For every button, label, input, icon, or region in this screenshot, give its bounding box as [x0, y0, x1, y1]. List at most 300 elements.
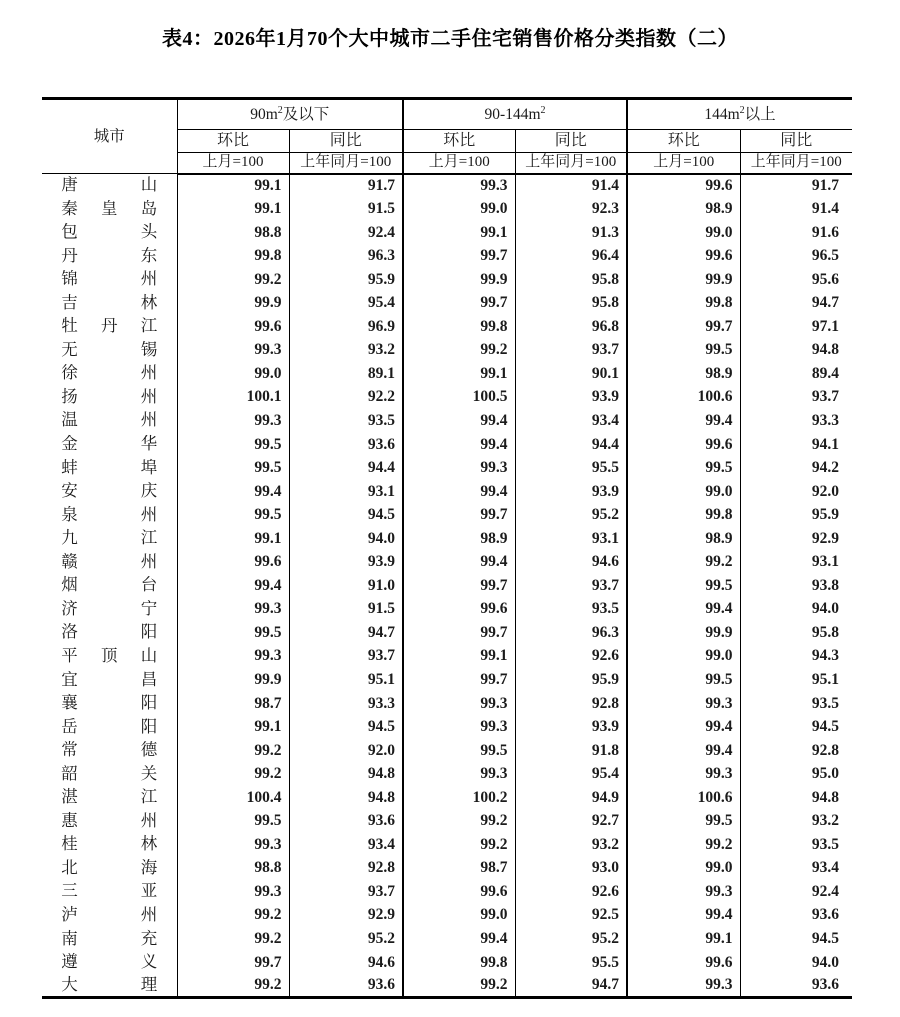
value-cell: 95.0 — [811, 765, 840, 783]
value-cell: 99.2 — [403, 974, 515, 998]
value-cell: 99.6 — [177, 550, 289, 574]
value-cell: 99.5 — [177, 809, 289, 833]
table-row — [42, 621, 852, 645]
value-cell: 94.1 — [811, 435, 840, 453]
city-name: 惠州 — [61, 810, 158, 830]
value-cell: 99.2 — [177, 927, 289, 951]
value-cell: 99.5 — [627, 574, 740, 598]
city-cell — [42, 880, 177, 904]
value-cell: 98.7 — [177, 692, 289, 716]
value-cell: 93.2 — [289, 338, 403, 362]
value-cell: 99.7 — [403, 621, 515, 645]
value-cell: 93.8 — [811, 576, 840, 594]
value-cell: 95.1 — [811, 671, 840, 688]
table-row — [42, 644, 852, 668]
value-cell: 93.3 — [289, 692, 403, 716]
city-name: 襄阳 — [61, 693, 158, 713]
value-cell: 94.4 — [289, 456, 403, 480]
value-cell: 99.4 — [627, 715, 740, 739]
table-title: 表4：2026年1月70个大中城市二手住宅销售价格分类指数（二） — [162, 28, 738, 50]
value-cell: 95.2 — [289, 927, 403, 951]
value-cell: 94.5 — [289, 715, 403, 739]
value-cell: 99.8 — [403, 315, 515, 339]
value-cell: 98.9 — [627, 197, 740, 221]
value-cell: 95.9 — [811, 506, 840, 524]
value-cell: 99.3 — [177, 644, 289, 668]
value-cell: 93.5 — [811, 694, 840, 712]
group-label-part: 以上 — [744, 105, 776, 123]
value-cell: 99.5 — [627, 338, 740, 362]
header-yoy-3: 同比 — [740, 130, 852, 153]
table-row — [42, 291, 852, 315]
value-cell: 95.2 — [515, 503, 627, 527]
value-cell: 100.6 — [627, 385, 740, 409]
group-label-part: 及以下 — [282, 105, 330, 123]
value-cell: 93.3 — [811, 411, 840, 429]
value-cell: 91.5 — [289, 597, 403, 621]
city-name: 宜昌 — [61, 669, 158, 689]
value-cell: 96.9 — [289, 315, 403, 339]
value-cell: 98.7 — [403, 856, 515, 880]
value-cell: 99.5 — [177, 433, 289, 457]
value-cell: 99.1 — [627, 927, 740, 951]
table-row — [42, 244, 852, 268]
value-cell: 99.6 — [627, 951, 740, 975]
value-cell: 93.7 — [289, 644, 403, 668]
value-cell: 99.4 — [177, 574, 289, 598]
city-name: 平顶山 — [61, 645, 158, 665]
city-cell — [42, 527, 177, 551]
value-cell: 93.6 — [289, 433, 403, 457]
value-cell: 95.4 — [515, 762, 627, 786]
value-cell: 99.3 — [403, 456, 515, 480]
value-cell: 91.7 — [289, 174, 403, 198]
value-cell: 93.4 — [811, 859, 840, 877]
table-row — [42, 668, 852, 692]
value-cell: 99.4 — [403, 480, 515, 504]
value-cell: 93.7 — [515, 574, 627, 598]
value-cell: 98.9 — [403, 527, 515, 551]
value-cell: 93.7 — [515, 338, 627, 362]
group-label-part: 90-144m — [484, 105, 541, 123]
table-row — [42, 951, 852, 975]
value-cell: 92.9 — [811, 529, 840, 547]
superscript-2: 2 — [739, 104, 745, 116]
table-row — [42, 197, 852, 221]
city-name: 锦州 — [61, 269, 158, 289]
value-cell: 93.9 — [515, 715, 627, 739]
value-cell: 99.0 — [627, 480, 740, 504]
city-cell — [42, 409, 177, 433]
city-name: 安庆 — [61, 481, 158, 501]
value-cell: 96.3 — [289, 244, 403, 268]
value-cell: 91.4 — [811, 200, 840, 218]
table-body — [42, 174, 852, 998]
city-name: 秦皇岛 — [61, 198, 158, 218]
value-cell: 99.3 — [627, 692, 740, 716]
value-cell: 92.4 — [811, 882, 840, 900]
value-cell: 99.1 — [177, 715, 289, 739]
value-cell: 99.3 — [403, 174, 515, 198]
value-cell: 99.3 — [627, 974, 740, 998]
table-row — [42, 385, 852, 409]
city-cell — [42, 503, 177, 527]
value-cell: 93.6 — [811, 906, 840, 924]
city-cell — [42, 221, 177, 245]
value-cell: 99.5 — [403, 739, 515, 763]
value-cell: 99.1 — [177, 174, 289, 198]
value-cell: 99.4 — [627, 409, 740, 433]
city-cell — [42, 362, 177, 386]
city-name: 韶关 — [61, 763, 158, 783]
city-cell — [42, 856, 177, 880]
table-row — [42, 527, 852, 551]
value-cell: 99.6 — [627, 174, 740, 198]
value-cell: 99.6 — [403, 880, 515, 904]
value-cell: 94.5 — [289, 503, 403, 527]
header-mom-3: 环比 — [627, 130, 740, 153]
value-cell: 92.4 — [289, 221, 403, 245]
value-cell: 99.3 — [177, 409, 289, 433]
value-cell: 99.5 — [177, 456, 289, 480]
value-cell: 93.7 — [289, 880, 403, 904]
header-yoy-base-2: 上年同月=100 — [515, 153, 627, 174]
value-cell: 95.8 — [515, 291, 627, 315]
value-cell: 93.5 — [515, 597, 627, 621]
header-group-90-144 — [403, 99, 627, 130]
city-name: 泉州 — [61, 504, 158, 524]
value-cell: 99.4 — [177, 480, 289, 504]
value-cell: 93.1 — [289, 480, 403, 504]
city-name: 徐州 — [61, 363, 158, 383]
value-cell: 94.8 — [289, 762, 403, 786]
table-row — [42, 221, 852, 245]
city-name: 遵义 — [61, 952, 158, 972]
value-cell: 93.9 — [515, 385, 627, 409]
value-cell: 93.5 — [811, 835, 840, 853]
value-cell: 95.2 — [515, 927, 627, 951]
value-cell: 99.4 — [627, 597, 740, 621]
table-row — [42, 315, 852, 339]
value-cell: 99.4 — [403, 433, 515, 457]
value-cell: 99.3 — [403, 762, 515, 786]
city-name: 岳阳 — [61, 716, 158, 736]
value-cell: 99.6 — [403, 597, 515, 621]
table-row — [42, 174, 852, 198]
value-cell: 99.5 — [177, 621, 289, 645]
value-cell: 99.4 — [403, 927, 515, 951]
value-cell: 99.7 — [403, 668, 515, 692]
city-cell — [42, 197, 177, 221]
value-cell: 93.1 — [515, 527, 627, 551]
value-cell: 92.8 — [289, 856, 403, 880]
value-cell: 99.3 — [177, 597, 289, 621]
value-cell: 93.4 — [515, 409, 627, 433]
value-cell: 98.9 — [627, 362, 740, 386]
value-cell: 91.3 — [515, 221, 627, 245]
city-name: 湛江 — [61, 787, 158, 807]
value-cell: 100.6 — [627, 786, 740, 810]
city-name: 温州 — [61, 410, 158, 430]
value-cell: 91.0 — [289, 574, 403, 598]
value-cell: 99.9 — [177, 668, 289, 692]
table-row — [42, 856, 852, 880]
city-name: 蚌埠 — [61, 457, 158, 477]
city-cell — [42, 621, 177, 645]
city-cell — [42, 739, 177, 763]
value-cell: 95.9 — [289, 268, 403, 292]
value-cell: 99.8 — [627, 503, 740, 527]
value-cell: 92.9 — [289, 903, 403, 927]
value-cell: 98.8 — [177, 221, 289, 245]
value-cell: 95.4 — [289, 291, 403, 315]
table-row — [42, 880, 852, 904]
value-cell: 92.6 — [515, 880, 627, 904]
value-cell: 93.6 — [289, 809, 403, 833]
city-name: 常德 — [61, 740, 158, 760]
value-cell: 99.3 — [177, 833, 289, 857]
value-cell: 91.8 — [515, 739, 627, 763]
value-cell: 94.5 — [811, 930, 840, 948]
table-row — [42, 809, 852, 833]
city-cell — [42, 762, 177, 786]
header-yoy-base-3: 上年同月=100 — [740, 153, 852, 174]
value-cell: 99.0 — [177, 362, 289, 386]
table-row — [42, 480, 852, 504]
city-name: 大理 — [61, 974, 158, 994]
value-cell: 94.6 — [515, 550, 627, 574]
city-name: 赣州 — [61, 551, 158, 571]
value-cell: 92.8 — [811, 741, 840, 759]
value-cell: 91.5 — [289, 197, 403, 221]
value-cell: 99.3 — [177, 338, 289, 362]
city-name: 南充 — [61, 928, 158, 948]
value-cell: 99.4 — [403, 550, 515, 574]
value-cell: 94.0 — [811, 600, 840, 618]
value-cell: 92.0 — [289, 739, 403, 763]
value-cell: 99.6 — [627, 433, 740, 457]
value-cell: 99.7 — [403, 503, 515, 527]
value-cell: 96.8 — [515, 315, 627, 339]
value-cell: 94.8 — [811, 341, 840, 359]
value-cell: 99.3 — [627, 762, 740, 786]
city-cell — [42, 833, 177, 857]
value-cell: 99.4 — [627, 903, 740, 927]
table-row — [42, 574, 852, 598]
table-row — [42, 739, 852, 763]
city-name: 泸州 — [61, 904, 158, 924]
value-cell: 93.5 — [289, 409, 403, 433]
city-cell — [42, 668, 177, 692]
header-city: 城市 — [42, 99, 177, 174]
value-cell: 99.9 — [627, 268, 740, 292]
value-cell: 99.7 — [403, 244, 515, 268]
value-cell: 99.3 — [403, 715, 515, 739]
value-cell: 100.5 — [403, 385, 515, 409]
value-cell: 95.6 — [811, 270, 840, 288]
table-row — [42, 268, 852, 292]
city-name: 吉林 — [61, 292, 158, 312]
value-cell: 93.7 — [811, 388, 840, 406]
value-cell: 94.4 — [515, 433, 627, 457]
price-index-table — [42, 97, 852, 999]
value-cell: 99.8 — [627, 291, 740, 315]
value-cell: 93.0 — [515, 856, 627, 880]
value-cell: 94.7 — [289, 621, 403, 645]
city-cell — [42, 974, 177, 998]
value-cell: 99.9 — [403, 268, 515, 292]
table-row — [42, 903, 852, 927]
value-cell: 99.7 — [403, 291, 515, 315]
value-cell: 99.2 — [177, 974, 289, 998]
table-row — [42, 786, 852, 810]
city-cell — [42, 692, 177, 716]
value-cell: 99.3 — [403, 692, 515, 716]
city-cell — [42, 433, 177, 457]
value-cell: 95.9 — [515, 668, 627, 692]
value-cell: 99.0 — [403, 197, 515, 221]
header-yoy-1: 同比 — [289, 130, 403, 153]
city-cell — [42, 809, 177, 833]
city-cell — [42, 550, 177, 574]
value-cell: 94.3 — [811, 647, 840, 665]
city-cell — [42, 715, 177, 739]
value-cell: 95.8 — [515, 268, 627, 292]
value-cell: 95.5 — [515, 951, 627, 975]
value-cell: 99.3 — [177, 880, 289, 904]
value-cell: 97.1 — [811, 317, 840, 335]
value-cell: 92.3 — [515, 197, 627, 221]
city-name: 牡丹江 — [61, 316, 158, 336]
header-mom-base-1: 上月=100 — [177, 153, 289, 174]
header-mom-1: 环比 — [177, 130, 289, 153]
value-cell: 99.7 — [627, 315, 740, 339]
superscript-2: 2 — [277, 104, 283, 116]
value-cell: 95.5 — [515, 456, 627, 480]
city-name: 济宁 — [61, 598, 158, 618]
header-mom-base-2: 上月=100 — [403, 153, 515, 174]
table-row — [42, 433, 852, 457]
header-group-90-and-below — [177, 99, 403, 130]
value-cell: 99.6 — [177, 315, 289, 339]
header-yoy-base-1: 上年同月=100 — [289, 153, 403, 174]
value-cell: 99.4 — [403, 409, 515, 433]
table-row — [42, 456, 852, 480]
value-cell: 89.1 — [289, 362, 403, 386]
city-cell — [42, 786, 177, 810]
table-row — [42, 597, 852, 621]
table-row — [42, 927, 852, 951]
value-cell: 99.2 — [627, 833, 740, 857]
city-cell — [42, 480, 177, 504]
city-cell — [42, 903, 177, 927]
value-cell: 93.6 — [811, 976, 840, 994]
value-cell: 94.7 — [811, 294, 840, 312]
city-cell — [42, 315, 177, 339]
city-cell — [42, 574, 177, 598]
value-cell: 92.8 — [515, 692, 627, 716]
value-cell: 99.8 — [177, 244, 289, 268]
value-cell: 92.7 — [515, 809, 627, 833]
value-cell: 99.4 — [627, 739, 740, 763]
city-name: 北海 — [61, 857, 158, 877]
value-cell: 99.1 — [403, 644, 515, 668]
value-cell: 89.4 — [811, 364, 840, 382]
value-cell: 99.5 — [627, 456, 740, 480]
value-cell: 99.5 — [177, 503, 289, 527]
value-cell: 99.5 — [627, 809, 740, 833]
value-cell: 99.2 — [403, 338, 515, 362]
value-cell: 99.0 — [627, 644, 740, 668]
value-cell: 99.2 — [177, 739, 289, 763]
value-cell: 91.4 — [515, 174, 627, 198]
city-name: 无锡 — [61, 339, 158, 359]
value-cell: 99.5 — [627, 668, 740, 692]
value-cell: 100.2 — [403, 786, 515, 810]
value-cell: 94.2 — [811, 459, 840, 477]
value-cell: 100.4 — [177, 786, 289, 810]
table-row — [42, 362, 852, 386]
group-label-part: 144m — [704, 105, 740, 123]
city-cell — [42, 927, 177, 951]
value-cell: 92.5 — [515, 903, 627, 927]
value-cell: 91.6 — [811, 223, 840, 241]
value-cell: 94.8 — [289, 786, 403, 810]
value-cell: 94.0 — [289, 527, 403, 551]
value-cell: 99.2 — [627, 550, 740, 574]
value-cell: 99.9 — [177, 291, 289, 315]
group-label-part: 90m — [250, 105, 278, 123]
table-row — [42, 833, 852, 857]
value-cell: 93.1 — [811, 553, 840, 571]
city-name: 三亚 — [61, 881, 158, 901]
superscript-2: 2 — [540, 104, 546, 116]
table-row — [42, 692, 852, 716]
value-cell: 90.1 — [515, 362, 627, 386]
header-group-144-above — [627, 99, 852, 130]
value-cell: 94.5 — [811, 718, 840, 736]
header-yoy-2: 同比 — [515, 130, 627, 153]
value-cell: 99.0 — [627, 221, 740, 245]
value-cell: 93.2 — [811, 812, 840, 830]
value-cell: 99.0 — [627, 856, 740, 880]
city-name: 桂林 — [61, 834, 158, 854]
value-cell: 99.1 — [403, 362, 515, 386]
value-cell: 93.4 — [289, 833, 403, 857]
value-cell: 99.9 — [627, 621, 740, 645]
city-name: 九江 — [61, 528, 158, 548]
city-name: 金华 — [61, 434, 158, 454]
header-mom-base-3: 上月=100 — [627, 153, 740, 174]
value-cell: 94.0 — [811, 953, 840, 971]
table-row — [42, 503, 852, 527]
value-cell: 99.2 — [403, 809, 515, 833]
value-cell: 99.0 — [403, 903, 515, 927]
value-cell: 99.8 — [403, 951, 515, 975]
city-name: 扬州 — [61, 386, 158, 406]
value-cell: 93.2 — [515, 833, 627, 857]
table-row — [42, 550, 852, 574]
city-name: 包头 — [61, 222, 158, 242]
value-cell: 92.0 — [811, 482, 840, 500]
value-cell: 93.6 — [289, 974, 403, 998]
table-row — [42, 974, 852, 998]
value-cell: 91.7 — [811, 177, 840, 195]
city-cell — [42, 597, 177, 621]
value-cell: 100.1 — [177, 385, 289, 409]
value-cell: 94.8 — [811, 788, 840, 806]
city-cell — [42, 456, 177, 480]
